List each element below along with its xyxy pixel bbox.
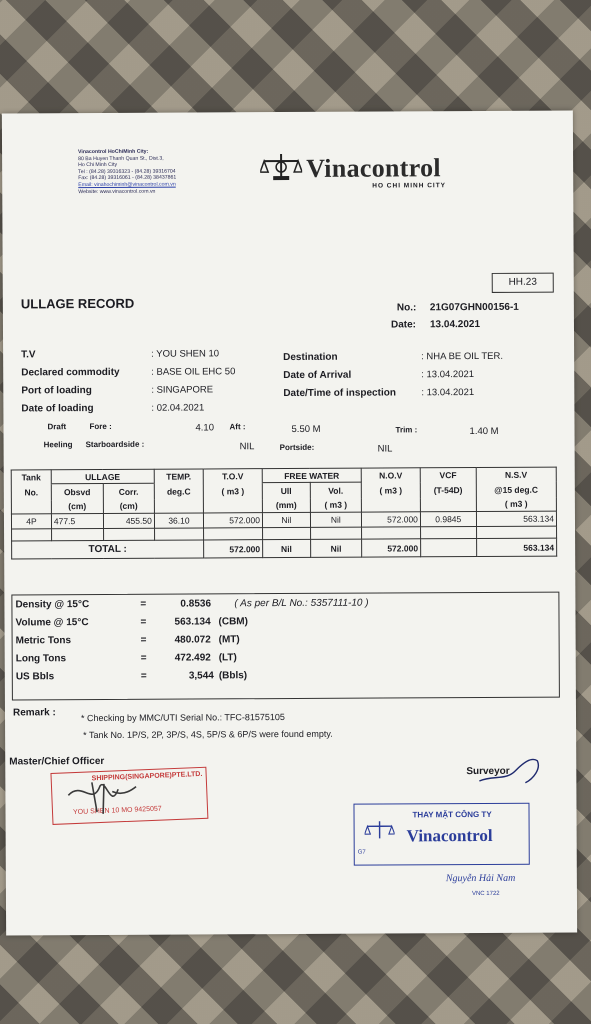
master-label: Master/Chief Officer [9, 755, 105, 768]
header-no: No. [11, 484, 51, 500]
header-obsvd-unit: (cm) [51, 499, 103, 513]
cell-fw-vol: Nil [310, 512, 361, 527]
total-nov: 572.000 [362, 539, 421, 557]
trim-label: Trim : [395, 425, 418, 435]
header-nov: N.O.V [361, 468, 420, 482]
portside-label: Portside: [279, 442, 315, 453]
header-ullage: ULLAGE [51, 469, 154, 484]
header-tank: Tank [11, 470, 51, 484]
address-line: Website: www.vinacontrol.com.vn [78, 188, 156, 195]
address-line: Ho Chi Minh City [78, 162, 118, 169]
address-line: Tel : (84.28) 39316323 - (84.28) 39316704 [78, 168, 176, 175]
cell-fw-ull: Nil [262, 512, 310, 527]
header-t54: (T-54D) [420, 482, 476, 498]
header-ull-unit: (mm) [262, 498, 310, 512]
total-row [12, 538, 557, 559]
header-obsvd: Obsvd [51, 483, 103, 499]
surveyor-code: VNC 1722 [471, 890, 500, 898]
inspection-label: Date/Time of inspection [283, 387, 396, 400]
cell-corr: 455.50 [103, 513, 154, 528]
starboard-value: NIL [239, 441, 255, 453]
header-vol-unit: ( m3 ) [310, 498, 361, 512]
arrival-value: : 13.04.2021 [421, 369, 475, 381]
long-tons-value: 472.492 [174, 652, 211, 664]
us-bbls-label: US Bbls [15, 671, 55, 683]
cell-nov: 572.000 [361, 512, 420, 527]
company-stamp [353, 803, 529, 866]
date-value: 13.04.2021 [429, 318, 481, 331]
surveyor-label: Surveyor [466, 765, 510, 778]
header-degc: deg.C [154, 483, 203, 499]
summary-block [11, 592, 560, 701]
us-bbls-unit: (Bbls) [218, 670, 248, 682]
density-label: Density @ 15°C [15, 599, 90, 611]
ship-stamp-top: SHIPPING(SINGAPORE)PTE.LTD. [91, 770, 203, 783]
header-nov-unit: ( m3 ) [361, 482, 420, 498]
form-code: HH.23 [492, 273, 554, 293]
record-number: 21G07GHN00156-1 [429, 301, 519, 314]
record-number-label: No.: [396, 302, 417, 314]
header-nsv15: @15 deg.C [476, 481, 556, 497]
arrival-label: Date of Arrival [283, 369, 352, 382]
destination-value: : NHA BE OIL TER. [421, 350, 504, 363]
header-nsv: N.S.V [476, 467, 556, 481]
aft-label: Aft : [229, 422, 246, 432]
destination-label: Destination [283, 351, 338, 364]
address-line: Fax: (84.28) 39316061 - (84.28) 38437861 [78, 174, 177, 182]
remark-line-2: * Tank No. 1P/S, 2P, 3P/S, 4S, 5P/S & 6P/S were found empty. [83, 728, 333, 741]
address-line: 80 Ba Huyen Thanh Quan St., Dist.3, [78, 155, 164, 162]
company-stamp-line1: THAY MẶT CÔNG TY [412, 809, 492, 820]
cell-nsv: 563.134 [476, 511, 556, 526]
cell-tank: 4P [11, 514, 51, 529]
tv-value: : YOU SHEN 10 [151, 348, 220, 360]
volume-unit: (CBM) [218, 616, 248, 628]
inspection-value: : 13.04.2021 [421, 387, 475, 399]
tv-label: T.V [21, 349, 36, 361]
document-title: ULLAGE RECORD [20, 295, 135, 312]
ullage-table [11, 467, 557, 560]
header-temp: TEMP. [154, 469, 203, 483]
total-fw-vol: Nil [310, 539, 361, 557]
logo-name: Vinacontrol [306, 153, 441, 183]
heeling-label: Heeling [43, 440, 73, 450]
header-vol: Vol. [310, 482, 361, 498]
long-tons-eq: = [140, 652, 147, 664]
total-label: TOTAL : [12, 540, 204, 559]
fore-label: Fore : [89, 421, 112, 432]
volume-eq: = [140, 616, 147, 628]
volume-label: Volume @ 15°C [15, 617, 89, 629]
cell-vcf: 0.9845 [420, 512, 476, 527]
portside-value: NIL [377, 443, 393, 455]
us-bbls-value: 3,544 [188, 670, 214, 682]
company-stamp-name: Vinacontrol [406, 825, 493, 846]
header-tov-unit: ( m3 ) [203, 483, 262, 499]
commodity-value: : BASE OIL EHC 50 [151, 366, 236, 378]
metric-tons-label: Metric Tons [15, 635, 72, 647]
fore-value: 4.10 [195, 422, 215, 434]
surveyor-signature [475, 751, 545, 791]
aft-value: 5.50 M [291, 423, 321, 435]
master-signature [62, 774, 144, 817]
header-ull: Ull [262, 482, 310, 498]
scales-icon [260, 152, 302, 182]
trim-value: 1.40 M [469, 425, 499, 438]
surveyor-name: Nguyễn Hải Nam [445, 872, 516, 885]
header-corr: Corr. [103, 483, 154, 499]
ship-stamp [50, 767, 208, 825]
remark-line-1: * Checking by MMC/UTI Serial No.: TFC-81575105 [80, 712, 285, 724]
density-eq: = [140, 598, 147, 610]
cell-tov: 572.000 [204, 513, 263, 528]
header-tov: T.O.V [203, 469, 262, 483]
remark-label: Remark : [12, 707, 56, 719]
commodity-label: Declared commodity [21, 366, 120, 379]
long-tons-unit: (LT) [218, 652, 237, 664]
cell-obsvd: 477.5 [51, 513, 103, 528]
us-bbls-eq: = [140, 670, 147, 682]
starboard-label: Starboardside : [85, 439, 145, 450]
total-nsv: 563.134 [476, 538, 556, 556]
long-tons-label: Long Tons [15, 653, 67, 665]
address-line: Email: vinahochiminh@vinacontrol.com.vn [78, 181, 176, 189]
header-nsv-unit: ( m3 ) [476, 497, 556, 511]
scales-icon [365, 818, 395, 842]
date-label: Date: [390, 319, 417, 331]
total-tov: 572.000 [204, 540, 263, 558]
port-of-loading-value: : SINGAPORE [151, 384, 214, 396]
header-vcf: VCF [420, 468, 476, 482]
header-corr-unit: (cm) [103, 499, 154, 513]
company-stamp-corner: G7 [357, 849, 366, 856]
date-of-loading-label: Date of loading [21, 403, 94, 415]
address-line: Vinacontrol HoChiMinh City: [78, 148, 149, 156]
port-of-loading-label: Port of loading [21, 385, 92, 397]
density-note: ( As per B/L No.: 5357111-10 ) [234, 597, 369, 610]
ship-stamp-bottom: YOU SHEN 10 MO 9425057 [72, 805, 162, 817]
draft-label: Draft [47, 422, 67, 432]
date-of-loading-value: : 02.04.2021 [151, 402, 205, 414]
density-value: 0.8536 [180, 598, 212, 610]
total-fw-ull: Nil [263, 539, 311, 557]
metric-tons-unit: (MT) [218, 634, 240, 646]
metric-tons-value: 480.072 [174, 634, 211, 646]
company-address [78, 149, 176, 196]
header-free-water: FREE WATER [262, 468, 361, 483]
logo-city: HO CHI MINH CITY [372, 182, 447, 190]
ullage-record-document [2, 111, 577, 936]
volume-value: 563.134 [174, 616, 211, 628]
cell-temp: 36.10 [154, 513, 203, 528]
metric-tons-eq: = [140, 634, 147, 646]
